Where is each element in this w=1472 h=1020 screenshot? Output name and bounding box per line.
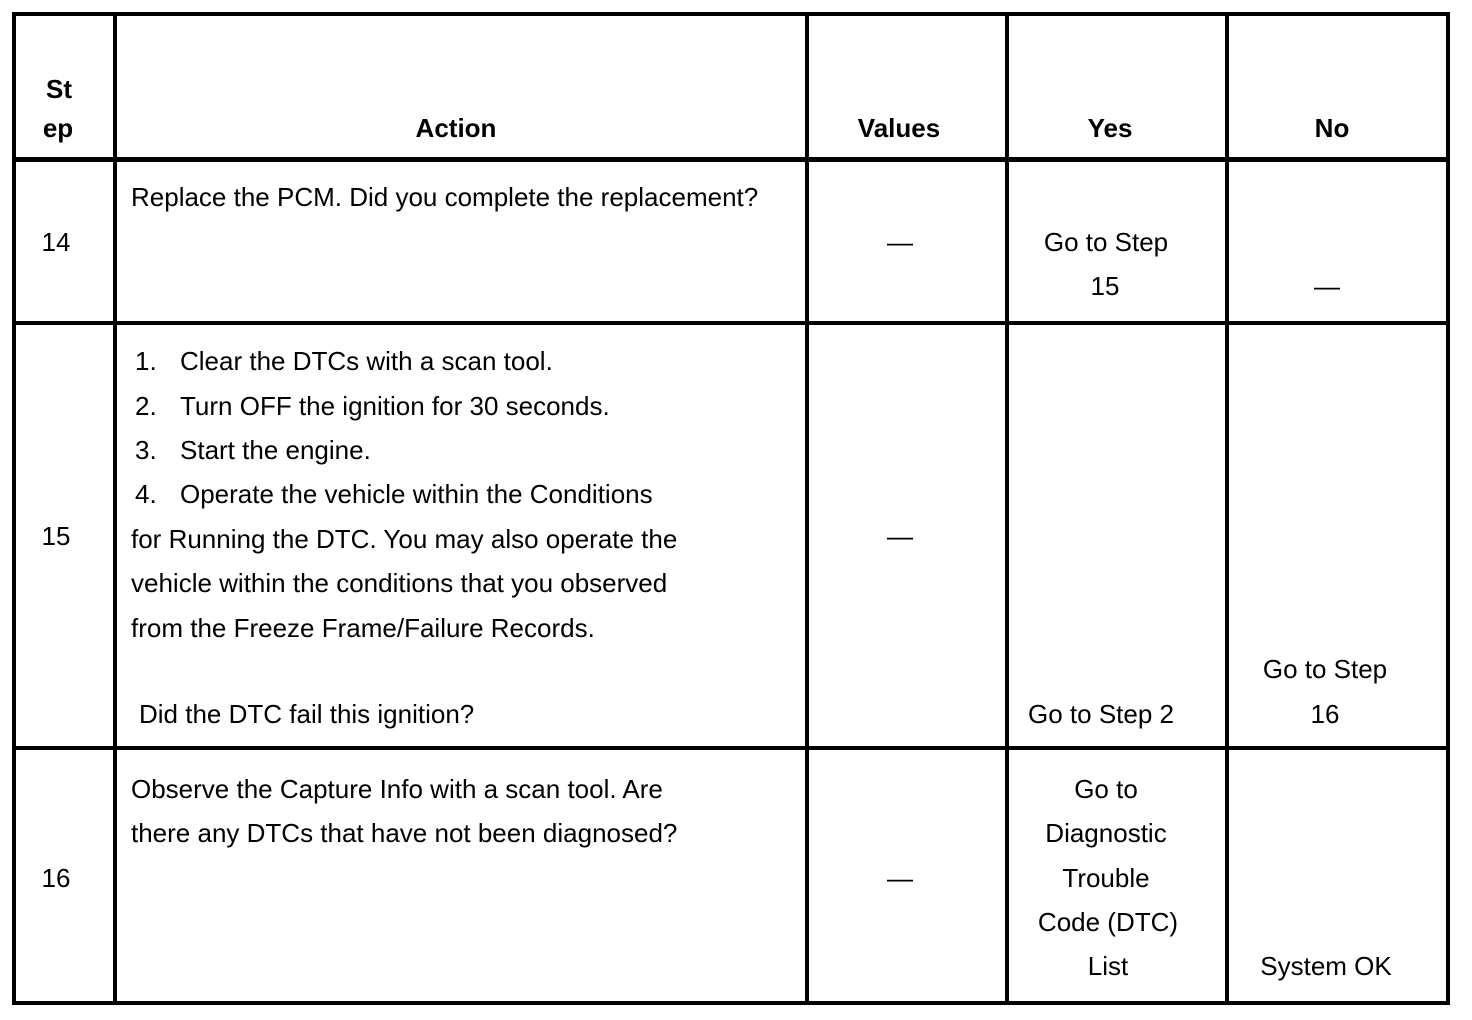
list-item-text: Start the engine. bbox=[180, 435, 371, 465]
list-item-number: 1. bbox=[135, 346, 157, 376]
header-rule bbox=[12, 157, 1450, 162]
action-text: Replace the PCM. Did you complete the replacement? bbox=[131, 182, 759, 212]
no-cell-line2: 16 bbox=[1310, 699, 1340, 729]
values-cell: — bbox=[887, 863, 913, 893]
step-number: 15 bbox=[41, 521, 71, 551]
header-values: Values bbox=[857, 113, 941, 143]
step-number: 16 bbox=[41, 863, 71, 893]
yes-cell: Go to Step 2 bbox=[1028, 699, 1174, 729]
no-cell: — bbox=[1314, 271, 1340, 301]
header-step-line1: St bbox=[46, 74, 72, 104]
action-continuation: for Running the DTC. You may also operate the bbox=[131, 524, 678, 554]
col-action-border bbox=[805, 12, 809, 1005]
action-text-line2: there any DTCs that have not been diagnosed? bbox=[131, 818, 678, 848]
values-cell: — bbox=[887, 227, 913, 257]
action-text-line1: Observe the Capture Info with a scan tool. Are bbox=[131, 774, 663, 804]
yes-cell-line: Trouble bbox=[1062, 863, 1150, 893]
header-yes: Yes bbox=[1087, 113, 1133, 143]
list-item-text: Turn OFF the ignition for 30 seconds. bbox=[180, 391, 610, 421]
list-item-number: 4. bbox=[135, 479, 157, 509]
yes-cell-line: Go to bbox=[1074, 774, 1138, 804]
header-no: No bbox=[1314, 113, 1350, 143]
yes-cell-line: Code (DTC) bbox=[1037, 907, 1179, 937]
list-item-text: Operate the vehicle within the Conditions bbox=[180, 479, 653, 509]
yes-cell-line1: Go to Step bbox=[1043, 227, 1169, 257]
list-item-text: Clear the DTCs with a scan tool. bbox=[180, 346, 553, 376]
yes-cell-line: Diagnostic bbox=[1045, 818, 1167, 848]
no-cell-line1: Go to Step bbox=[1262, 654, 1388, 684]
action-continuation: vehicle within the conditions that you observed bbox=[131, 568, 668, 598]
action-question: Did the DTC fail this ignition? bbox=[139, 699, 475, 729]
action-continuation: from the Freeze Frame/Failure Records. bbox=[131, 613, 595, 643]
list-item-number: 3. bbox=[135, 435, 157, 465]
step-number: 14 bbox=[41, 227, 71, 257]
col-left-border bbox=[12, 12, 16, 1005]
row-15-rule bbox=[12, 746, 1450, 750]
row-14-rule bbox=[12, 321, 1450, 325]
col-right-border bbox=[1446, 12, 1450, 1005]
table-border-top bbox=[12, 12, 1450, 16]
yes-cell-line2: 15 bbox=[1090, 271, 1120, 301]
col-yes-border bbox=[1225, 12, 1229, 1005]
values-cell: — bbox=[887, 521, 913, 551]
header-action: Action bbox=[415, 113, 497, 143]
list-item-number: 2. bbox=[135, 391, 157, 421]
col-step-border bbox=[113, 12, 117, 1005]
yes-cell-line: List bbox=[1087, 951, 1129, 981]
no-cell: System OK bbox=[1260, 951, 1392, 981]
header-step-line2: ep bbox=[42, 113, 74, 143]
table-border-bottom bbox=[12, 1001, 1450, 1005]
col-values-border bbox=[1005, 12, 1009, 1005]
